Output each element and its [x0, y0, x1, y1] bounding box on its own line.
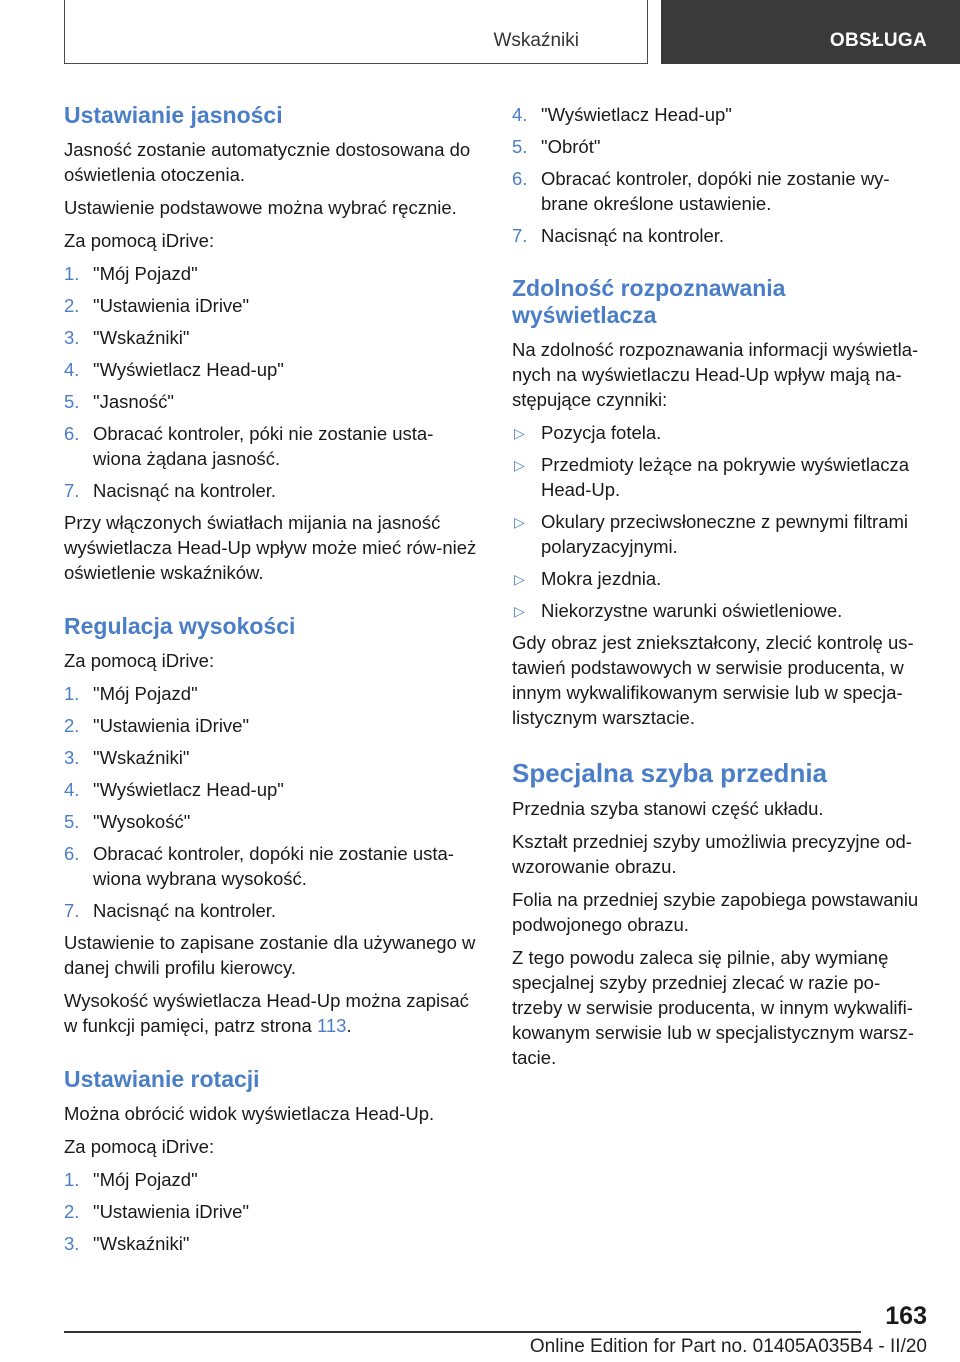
- triangle-bullet-icon: ▷: [514, 603, 525, 619]
- list-item: [64, 841, 480, 891]
- step-text: "Wyświetlacz Head-up": [93, 359, 284, 380]
- paragraph: Przednia szyba stanowi część układu.: [512, 798, 824, 819]
- step-text: "Obrót": [541, 136, 601, 157]
- right-column: [512, 102, 928, 1078]
- step-text: Nacisnąć na kontroler.: [93, 480, 277, 501]
- paragraph: Za pomocą iDrive:: [64, 650, 215, 671]
- list-item: [64, 325, 480, 350]
- step-number: 5.: [64, 811, 80, 832]
- step-text: "Wskaźniki": [93, 327, 190, 348]
- section-title: Wskaźniki: [493, 30, 579, 51]
- list-item: [64, 1199, 480, 1224]
- list-item: [64, 421, 480, 471]
- step-list-rotation-continued: [512, 102, 928, 248]
- step-text: Obracać kontroler, póki nie zostanie usta-wiona żądana jasność.: [93, 423, 434, 469]
- step-text: "Wyświetlacz Head-up": [541, 104, 732, 125]
- paragraph: Folia na przedniej szybie zapobiega powstawaniu podwojonego obrazu.: [512, 889, 919, 935]
- list-item: [64, 293, 480, 318]
- step-number: 3.: [64, 747, 80, 768]
- chapter-tab: [661, 0, 960, 64]
- heading-rotation: Ustawianie rotacji: [64, 1066, 260, 1092]
- paragraph: [64, 988, 480, 1038]
- step-number: 6.: [512, 168, 528, 189]
- paragraph: Kształt przedniej szyby umożliwia precyzyjne od-wzorowanie obrazu.: [512, 831, 912, 877]
- paragraph: Z tego powodu zaleca się pilnie, aby wymianę specjalnej szyby przedniej zlecać w razie po-trzeby w serwisie producenta, w innym wykwalifi-kowanym serwisie lub w specjalistycznym warsz-tacie.: [512, 947, 914, 1068]
- list-item: [64, 478, 480, 503]
- paragraph: Jasność zostanie automatycznie dostosowana do oświetlenia otoczenia.: [64, 139, 471, 185]
- list-item: [64, 745, 480, 770]
- step-number: 6.: [64, 843, 80, 864]
- edition-note: Online Edition for Part no. 01405A035B4 - II/20: [529, 1336, 927, 1357]
- bullet-text: Okulary przeciwsłoneczne z pewnymi filtrami polaryzacyjnymi.: [541, 511, 909, 557]
- step-number: 3.: [64, 1233, 80, 1254]
- step-number: 3.: [64, 327, 80, 348]
- bullet-text: Pozycja fotela.: [541, 422, 662, 443]
- heading-brightness: Ustawianie jasności: [64, 102, 283, 128]
- paragraph: Można obrócić widok wyświetlacza Head-Up.: [64, 1103, 435, 1124]
- step-text: "Mój Pojazd": [93, 683, 198, 704]
- list-item: [512, 509, 928, 559]
- step-text: Obracać kontroler, dopóki nie zostanie usta-wiona wybrana wysokość.: [93, 843, 454, 889]
- step-number: 1.: [64, 263, 80, 284]
- list-item: [512, 566, 928, 591]
- bullet-text: Przedmioty leżące na pokrywie wyświetlacza Head-Up.: [541, 454, 910, 500]
- list-item: [64, 389, 480, 414]
- step-number: 1.: [64, 683, 80, 704]
- heading-windscreen: Specjalna szyba przednia: [512, 758, 828, 788]
- triangle-bullet-icon: ▷: [514, 457, 525, 473]
- step-list-height: [64, 681, 480, 923]
- list-item: [64, 809, 480, 834]
- list-item: [64, 1231, 480, 1256]
- step-text: "Ustawienia iDrive": [93, 715, 250, 736]
- step-number: 7.: [64, 480, 80, 501]
- paragraph: Przy włączonych światłach mijania na jasność wyświetlacza Head-Up wpływ może mieć rów-nież oświetlenie wskaźników.: [64, 512, 477, 583]
- step-list-rotation: [64, 1167, 480, 1256]
- step-text: "Mój Pojazd": [93, 1169, 198, 1190]
- list-item: [64, 777, 480, 802]
- paragraph: Za pomocą iDrive:: [64, 230, 215, 251]
- list-item: [512, 223, 928, 248]
- list-item: [64, 1167, 480, 1192]
- step-number: 2.: [64, 295, 80, 316]
- list-item: [64, 681, 480, 706]
- heading-visibility: Zdolność rozpoznawania wyświetlacza: [512, 275, 786, 328]
- list-item: [512, 598, 928, 623]
- step-number: 4.: [64, 779, 80, 800]
- step-list-brightness: [64, 261, 480, 503]
- step-text: Nacisnąć na kontroler.: [93, 900, 277, 921]
- left-column: [64, 102, 480, 1263]
- heading-height: Regulacja wysokości: [64, 613, 296, 639]
- step-text: "Wysokość": [93, 811, 191, 832]
- step-number: 7.: [512, 225, 528, 246]
- list-item: [512, 166, 928, 216]
- list-item: [64, 357, 480, 382]
- list-item: [512, 420, 928, 445]
- step-number: 6.: [64, 423, 80, 444]
- page-reference-link[interactable]: 113: [316, 1015, 347, 1036]
- triangle-bullet-icon: ▷: [514, 425, 525, 441]
- list-item: [512, 452, 928, 502]
- list-item: [64, 261, 480, 286]
- step-number: 5.: [512, 136, 528, 157]
- list-item: [512, 102, 928, 127]
- step-text: "Ustawienia iDrive": [93, 295, 250, 316]
- step-text: "Wyświetlacz Head-up": [93, 779, 284, 800]
- paragraph: Na zdolność rozpoznawania informacji wyświetla-nych na wyświetlaczu Head-Up wpływ mają na-stępujące czynniki:: [512, 339, 919, 410]
- step-text: "Wskaźniki": [93, 1233, 190, 1254]
- list-item: [64, 713, 480, 738]
- step-number: 1.: [64, 1169, 80, 1190]
- step-text: "Wskaźniki": [93, 747, 190, 768]
- step-number: 4.: [64, 359, 80, 380]
- header-frame: [64, 0, 648, 64]
- paragraph: Za pomocą iDrive:: [64, 1136, 215, 1157]
- triangle-bullet-icon: ▷: [514, 514, 525, 530]
- paragraph: Ustawienie podstawowe można wybrać ręcznie.: [64, 197, 457, 218]
- step-number: 2.: [64, 715, 80, 736]
- factor-list: [512, 420, 928, 623]
- bullet-text: Mokra jezdnia.: [541, 568, 662, 589]
- footer-divider: [64, 1331, 861, 1333]
- page-number: 163: [885, 1302, 927, 1330]
- step-text: Obracać kontroler, dopóki nie zostanie wy-brane określone ustawienie.: [541, 168, 890, 214]
- step-number: 4.: [512, 104, 528, 125]
- step-number: 2.: [64, 1201, 80, 1222]
- step-text: Nacisnąć na kontroler.: [541, 225, 725, 246]
- paragraph: Gdy obraz jest zniekształcony, zlecić kontrolę us-tawień podstawowych w serwisie producenta, w innym wykwalifikowanym serwisie lub w specja-listycznym warsztacie.: [512, 632, 914, 728]
- chapter-label: OBSŁUGA: [829, 30, 927, 51]
- step-text: "Jasność": [93, 391, 175, 412]
- step-number: 7.: [64, 900, 80, 921]
- paragraph-text: Wysokość wyświetlacza Head-Up można zapisać w funkcji pamięci, patrz strona: [64, 990, 469, 1036]
- triangle-bullet-icon: ▷: [514, 571, 525, 587]
- step-text: "Mój Pojazd": [93, 263, 198, 284]
- list-item: [64, 898, 480, 923]
- paragraph-text: .: [346, 1015, 352, 1036]
- bullet-text: Niekorzystne warunki oświetleniowe.: [541, 600, 843, 621]
- paragraph: Ustawienie to zapisane zostanie dla używanego w danej chwili profilu kierowcy.: [64, 932, 476, 978]
- step-number: 5.: [64, 391, 80, 412]
- step-text: "Ustawienia iDrive": [93, 1201, 250, 1222]
- list-item: [512, 134, 928, 159]
